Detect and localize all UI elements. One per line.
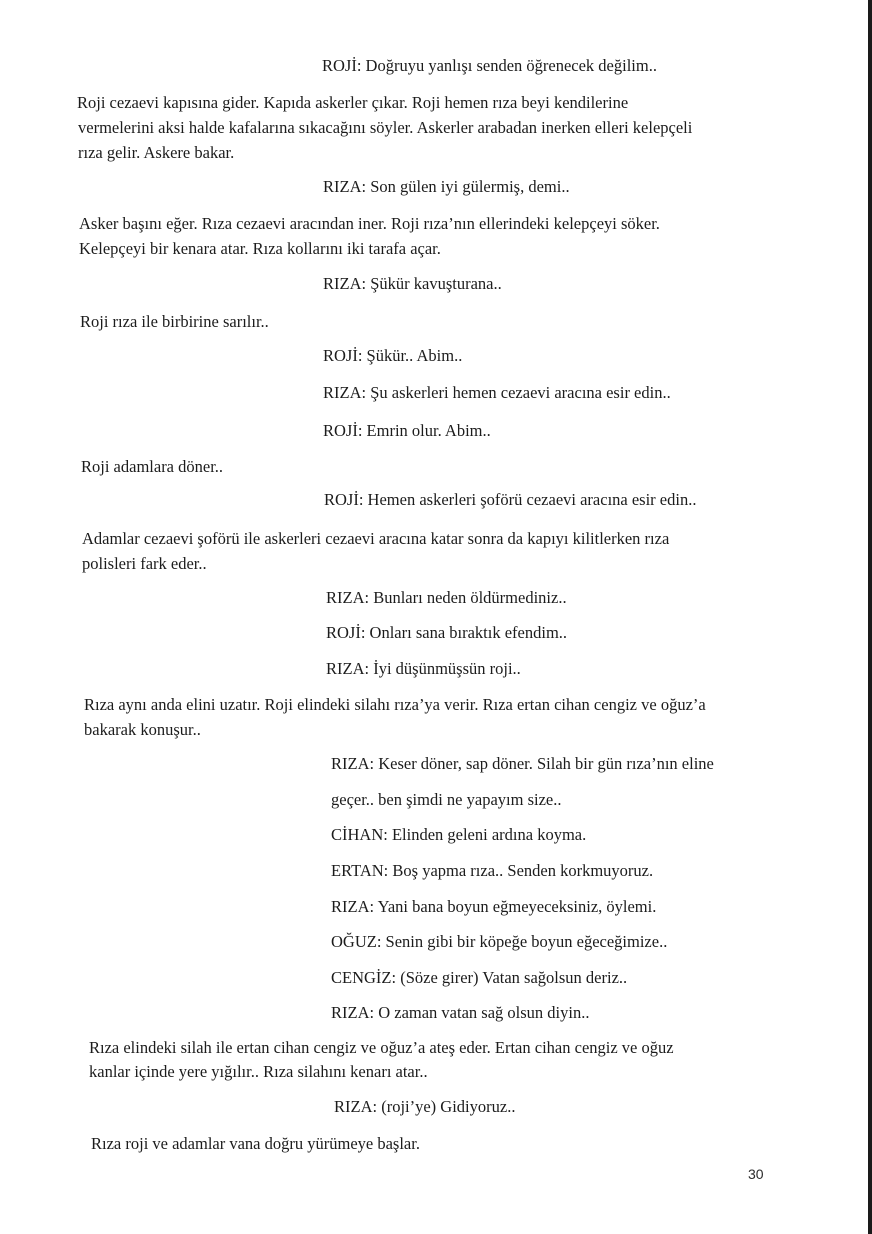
dialogue-line: RIZA: Son gülen iyi gülermiş, demi.. [323,177,570,196]
action-line: kanlar içinde yere yığılır.. Rıza silahını kenarı atar.. [89,1062,428,1081]
action-line: Roji rıza ile birbirine sarılır.. [80,312,269,331]
action-line: rıza gelir. Askere bakar. [78,143,235,162]
page-edge [868,0,872,1234]
action-line: Roji cezaevi kapısına gider. Kapıda askerler çıkar. Roji hemen rıza beyi kendilerine [77,93,629,112]
dialogue-line: RIZA: (roji’ye) Gidiyoruz.. [334,1097,516,1116]
action-line: Kelepçeyi bir kenara atar. Rıza kollarını iki tarafa açar. [79,239,441,258]
action-line: vermelerini aksi halde kafalarına sıkacağını söyler. Askerler arabadan inerken elleri kelepçeli [78,118,693,137]
action-line: bakarak konuşur.. [84,720,201,739]
dialogue-line: RIZA: O zaman vatan sağ olsun diyin.. [331,1003,590,1022]
dialogue-line: ROJİ: Onları sana bıraktık efendim.. [326,623,568,642]
action-line: Roji adamlara döner.. [81,457,224,476]
dialogue-line: geçer.. ben şimdi ne yapayım size.. [331,790,562,809]
dialogue-line: CİHAN: Elinden geleni ardına koyma. [331,825,587,844]
action-line: Adamlar cezaevi şoförü ile askerleri cezaevi aracına katar sonra da kapıyı kilitlerken rıza [82,529,670,548]
dialogue-line: RIZA: Şükür kavuşturana.. [323,274,502,293]
dialogue-line: ROJİ: Doğruyu yanlışı senden öğrenecek değilim.. [322,56,657,75]
dialogue-line: OĞUZ: Senin gibi bir köpeğe boyun eğeceğimize.. [331,932,668,951]
dialogue-line: RIZA: Keser döner, sap döner. Silah bir gün rıza’nın eline [331,754,714,773]
action-line: Rıza aynı anda elini uzatır. Roji elindeki silahı rıza’ya verir. Rıza ertan cihan cengiz ve oğuz’a [84,695,706,714]
action-line: polisleri fark eder.. [82,554,207,573]
action-line: Asker başını eğer. Rıza cezaevi aracından iner. Roji rıza’nın ellerindeki kelepçeyi söker. [79,214,660,233]
dialogue-line: RIZA: İyi düşünmüşsün roji.. [326,659,521,678]
page-number: 30 [748,1166,764,1182]
dialogue-line: ERTAN: Boş yapma rıza.. Senden korkmuyoruz. [331,861,654,880]
dialogue-line: RIZA: Yani bana boyun eğmeyeceksiniz, öylemi. [331,897,657,916]
dialogue-line: ROJİ: Şükür.. Abim.. [323,346,463,365]
action-line: Rıza elindeki silah ile ertan cihan cengiz ve oğuz’a ateş eder. Ertan cihan cengiz ve oğuz [89,1038,674,1057]
dialogue-line: RIZA: Bunları neden öldürmediniz.. [326,588,567,607]
dialogue-line: CENGİZ: (Söze girer) Vatan sağolsun deriz.. [331,968,628,987]
action-line: Rıza roji ve adamlar vana doğru yürümeye başlar. [91,1134,420,1153]
dialogue-line: ROJİ: Hemen askerleri şoförü cezaevi aracına esir edin.. [324,490,697,509]
dialogue-line: ROJİ: Emrin olur. Abim.. [323,421,491,440]
dialogue-line: RIZA: Şu askerleri hemen cezaevi aracına esir edin.. [323,383,671,402]
